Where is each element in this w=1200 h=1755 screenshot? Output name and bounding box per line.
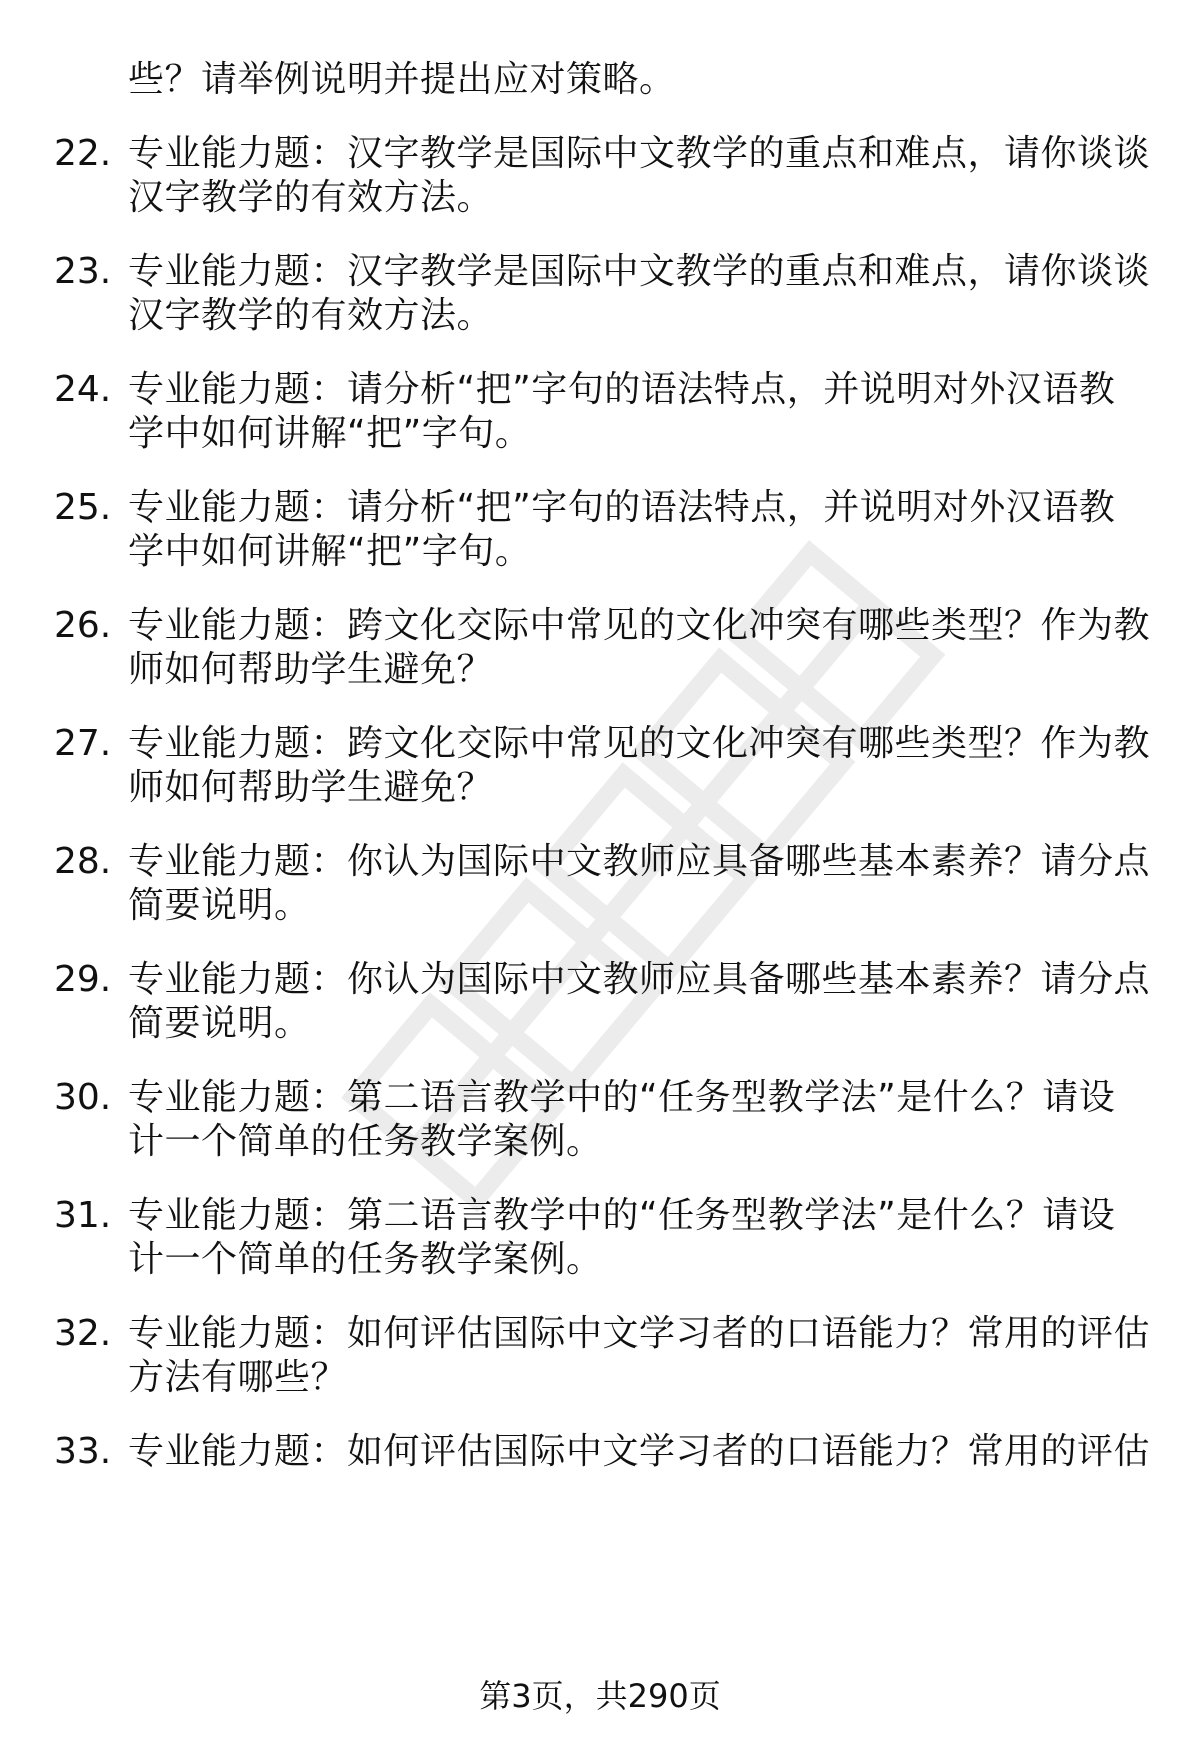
question-text-line: 专业能力题：请分析“把”字句的语法特点，并说明对外汉语教: [128, 487, 1116, 528]
question-text-line: 汉字教学的有效方法。: [128, 177, 494, 218]
question-text-line: 专业能力题：第二语言教学中的“任务型教学法”是什么？请设: [128, 1077, 1116, 1118]
page-number-footer: 第3页，共290页: [479, 1677, 721, 1715]
question-text-line: 方法有哪些？: [128, 1357, 348, 1398]
question-text-line: 专业能力题：你认为国际中文教师应具备哪些基本素养？请分点: [128, 841, 1151, 882]
question-text-line: 简要说明。: [128, 1003, 311, 1044]
question-text-line: 师如何帮助学生避免？: [128, 767, 494, 808]
continued-question-line: 些？请举例说明并提出应对策略。: [128, 59, 676, 100]
question-text-line: 专业能力题：如何评估国际中文学习者的口语能力？常用的评估: [128, 1431, 1151, 1472]
question-text-line: 专业能力题：跨文化交际中常见的文化冲突有哪些类型？作为教: [128, 723, 1151, 764]
question-number: 32.: [54, 1313, 112, 1354]
question-number: 26.: [54, 605, 112, 646]
question-text-line: 专业能力题：你认为国际中文教师应具备哪些基本素养？请分点: [128, 959, 1151, 1000]
question-number: 28.: [54, 841, 112, 882]
question-number: 23.: [54, 251, 112, 292]
question-text-line: 专业能力题：跨文化交际中常见的文化冲突有哪些类型？作为教: [128, 605, 1151, 646]
question-text-line: 专业能力题：请分析“把”字句的语法特点，并说明对外汉语教: [128, 369, 1116, 410]
question-number: 24.: [54, 369, 112, 410]
question-text-line: 专业能力题：第二语言教学中的“任务型教学法”是什么？请设: [128, 1195, 1116, 1236]
question-number: 25.: [54, 487, 112, 528]
question-number: 30.: [54, 1077, 112, 1118]
question-text-line: 师如何帮助学生避免？: [128, 649, 494, 690]
question-text-line: 计一个简单的任务教学案例。: [128, 1121, 603, 1162]
question-number: 29.: [54, 959, 112, 1000]
question-text-line: 专业能力题：汉字教学是国际中文教学的重点和难点，请你谈谈: [128, 133, 1151, 174]
question-text-line: 学中如何讲解“把”字句。: [128, 531, 532, 572]
question-text-line: 汉字教学的有效方法。: [128, 295, 494, 336]
question-number: 31.: [54, 1195, 112, 1236]
question-text-line: 专业能力题：如何评估国际中文学习者的口语能力？常用的评估: [128, 1313, 1151, 1354]
question-text-line: 计一个简单的任务教学案例。: [128, 1239, 603, 1280]
question-number: 22.: [54, 133, 112, 174]
question-number: 33.: [54, 1431, 112, 1472]
question-text-line: 专业能力题：汉字教学是国际中文教学的重点和难点，请你谈谈: [128, 251, 1151, 292]
question-number: 27.: [54, 723, 112, 764]
question-text-line: 学中如何讲解“把”字句。: [128, 413, 532, 454]
question-text-line: 简要说明。: [128, 885, 311, 926]
